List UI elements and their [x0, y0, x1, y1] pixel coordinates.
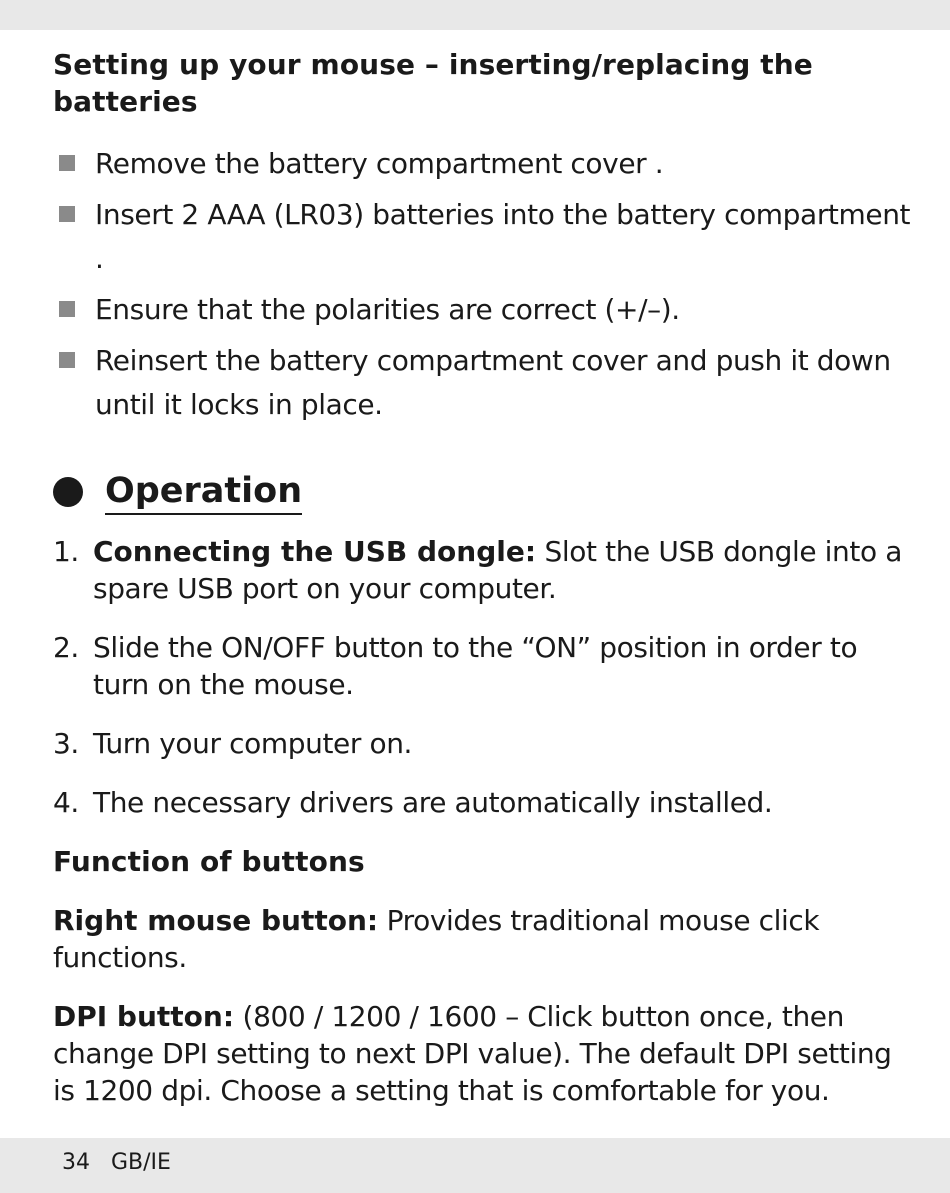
right-button-text: Provides traditional mouse click functions.	[53, 904, 820, 974]
bullet-dot-icon	[53, 477, 83, 507]
step-text: Slide the ON/OFF button to the “ON” position in order to turn on the mouse.	[93, 631, 858, 701]
square-bullet-icon	[59, 301, 75, 317]
step-text: Turn your computer on.	[93, 727, 413, 760]
manual-page	[53, 46, 913, 1109]
list-item: Ensure that the polarities are correct (+/–).	[53, 288, 913, 332]
list-item: Reinsert the battery compartment cover and push it down until it locks in place.	[53, 339, 913, 427]
step-text: Slot the USB dongle into a spare USB port on your computer.	[93, 535, 902, 605]
page-top-band	[0, 0, 950, 30]
list-item: Insert 2 AAA (LR03) batteries into the battery compartment .	[53, 193, 913, 281]
list-item	[53, 533, 913, 607]
right-button-label: Right mouse button:	[53, 904, 379, 937]
page-number: 34	[62, 1150, 90, 1175]
list-item	[53, 725, 913, 762]
dpi-button-paragraph	[53, 998, 913, 1109]
dpi-button-text: (800 / 1200 / 1600 – Click button once, then change DPI setting to next DPI value). The default DPI setting is 1200 dpi. Choose a setting that is comfortable for you.	[53, 1000, 892, 1107]
right-button-paragraph	[53, 902, 913, 976]
list-item	[53, 629, 913, 703]
buttons-heading: Function of buttons	[53, 845, 365, 878]
step-number: 2.	[53, 631, 79, 664]
step-number: 4.	[53, 786, 79, 819]
square-bullet-icon	[59, 155, 75, 171]
dpi-button-label: DPI button:	[53, 1000, 235, 1033]
square-bullet-icon	[59, 206, 75, 222]
operation-section-header	[53, 469, 913, 515]
step-bold-label: Connecting the USB dongle:	[93, 535, 537, 568]
list-item: Remove the battery compartment cover .	[53, 142, 913, 186]
battery-steps-list	[53, 142, 913, 427]
operation-title: Operation	[105, 469, 302, 515]
operation-steps-list	[53, 533, 913, 821]
step-number: 1.	[53, 535, 79, 568]
locale-label: GB/IE	[110, 1150, 171, 1175]
list-item	[53, 784, 913, 821]
step-text: The necessary drivers are automatically installed.	[93, 786, 773, 819]
page-footer	[62, 1150, 171, 1175]
square-bullet-icon	[59, 352, 75, 368]
step-number: 3.	[53, 727, 79, 760]
battery-heading: Setting up your mouse – inserting/replacing the batteries	[53, 48, 813, 118]
